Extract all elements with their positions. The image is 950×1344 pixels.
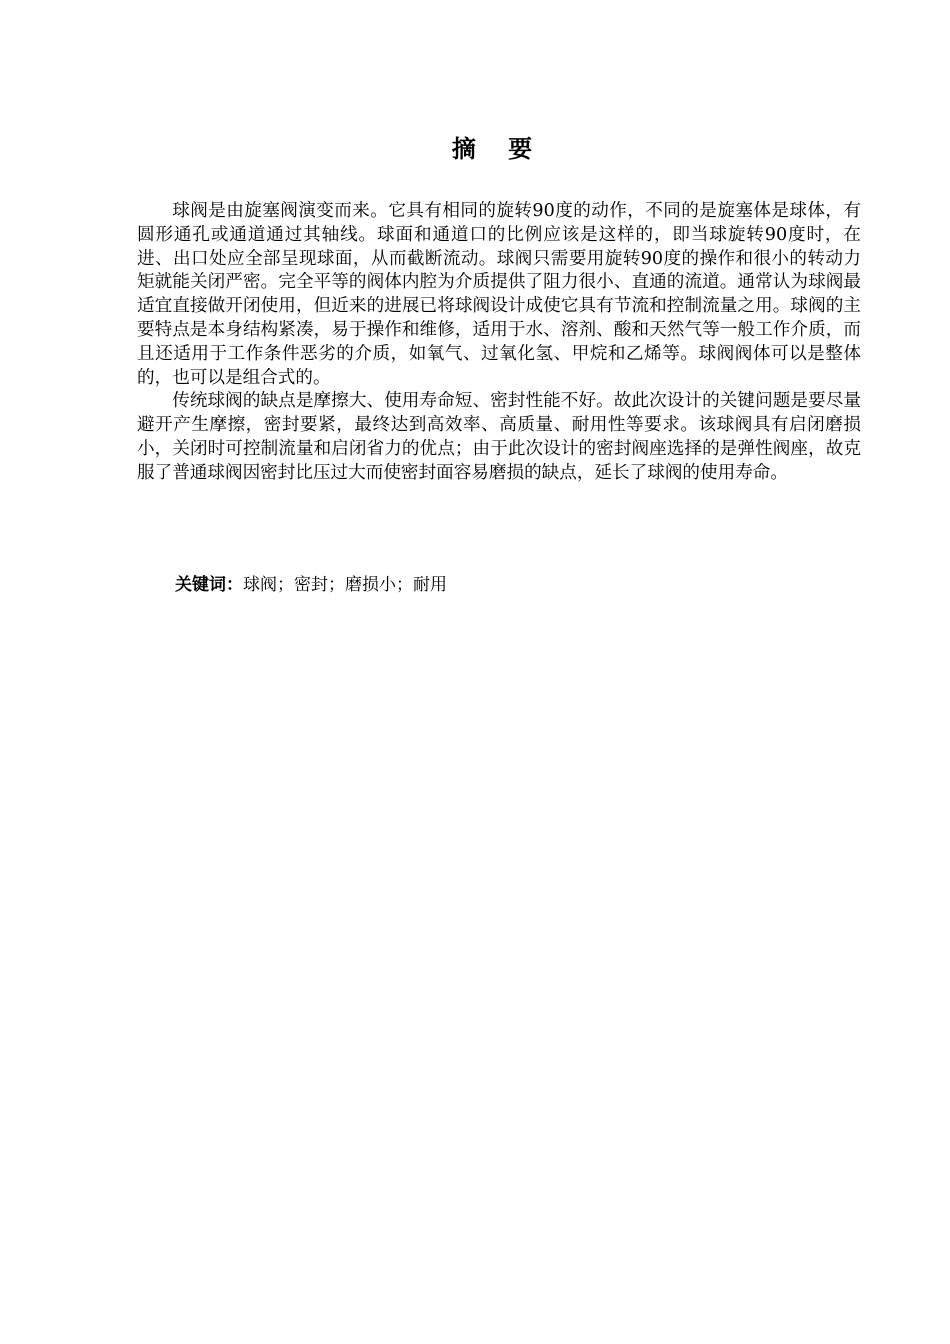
abstract-paragraph-1: 球阀是由旋塞阀演变而来。它具有相同的旋转90度的动作，不同的是旋塞体是球体，有圆形通孔或通道通过其轴线。球面和通道口的比例应该是这样的，即当球旋转90度时，在进、出口处应全部呈现球面，从而截断流动。球阀只需要用旋转90度的操作和很小的转动力矩就能关闭严密。完全平等的阀体内腔为介质提供了阻力很小、直通的流道。通常认为球阀最适宜直接做开闭使用，但近来的进展已将球阀设计成使它具有节流和控制流量之用。球阀的主要特点是本身结构紧凑，易于操作和维修，适用于水、溶剂、酸和天然气等一般工作介质，而且还适用于工作条件恶劣的介质，如氧气、过氧化氢、甲烷和乙烯等。球阀阀体可以是整体的，也可以是组合式的。 [137,201,861,388]
abstract-paragraph-2: 传统球阀的缺点是摩擦大、使用寿命短、密封性能不好。故此次设计的关键问题是要尽量避开产生摩擦，密封要紧，最终达到高效率、高质量、耐用性等要求。该球阀具有启闭磨损小，关闭时可控制流量和启闭省力的优点；由于此次设计的密封阀座选择的是弹性阀座，故克服了普通球阀因密封比压过大而使密封面容易磨损的缺点，延长了球阀的使用寿命。 [137,391,861,483]
keywords-line [175,573,835,597]
keywords-label: 关键词： [175,575,243,595]
page-title: 摘 要 [451,135,545,163]
keywords-value: 球阀；密封；磨损小；耐用 [243,575,447,595]
abstract-body [137,200,861,486]
